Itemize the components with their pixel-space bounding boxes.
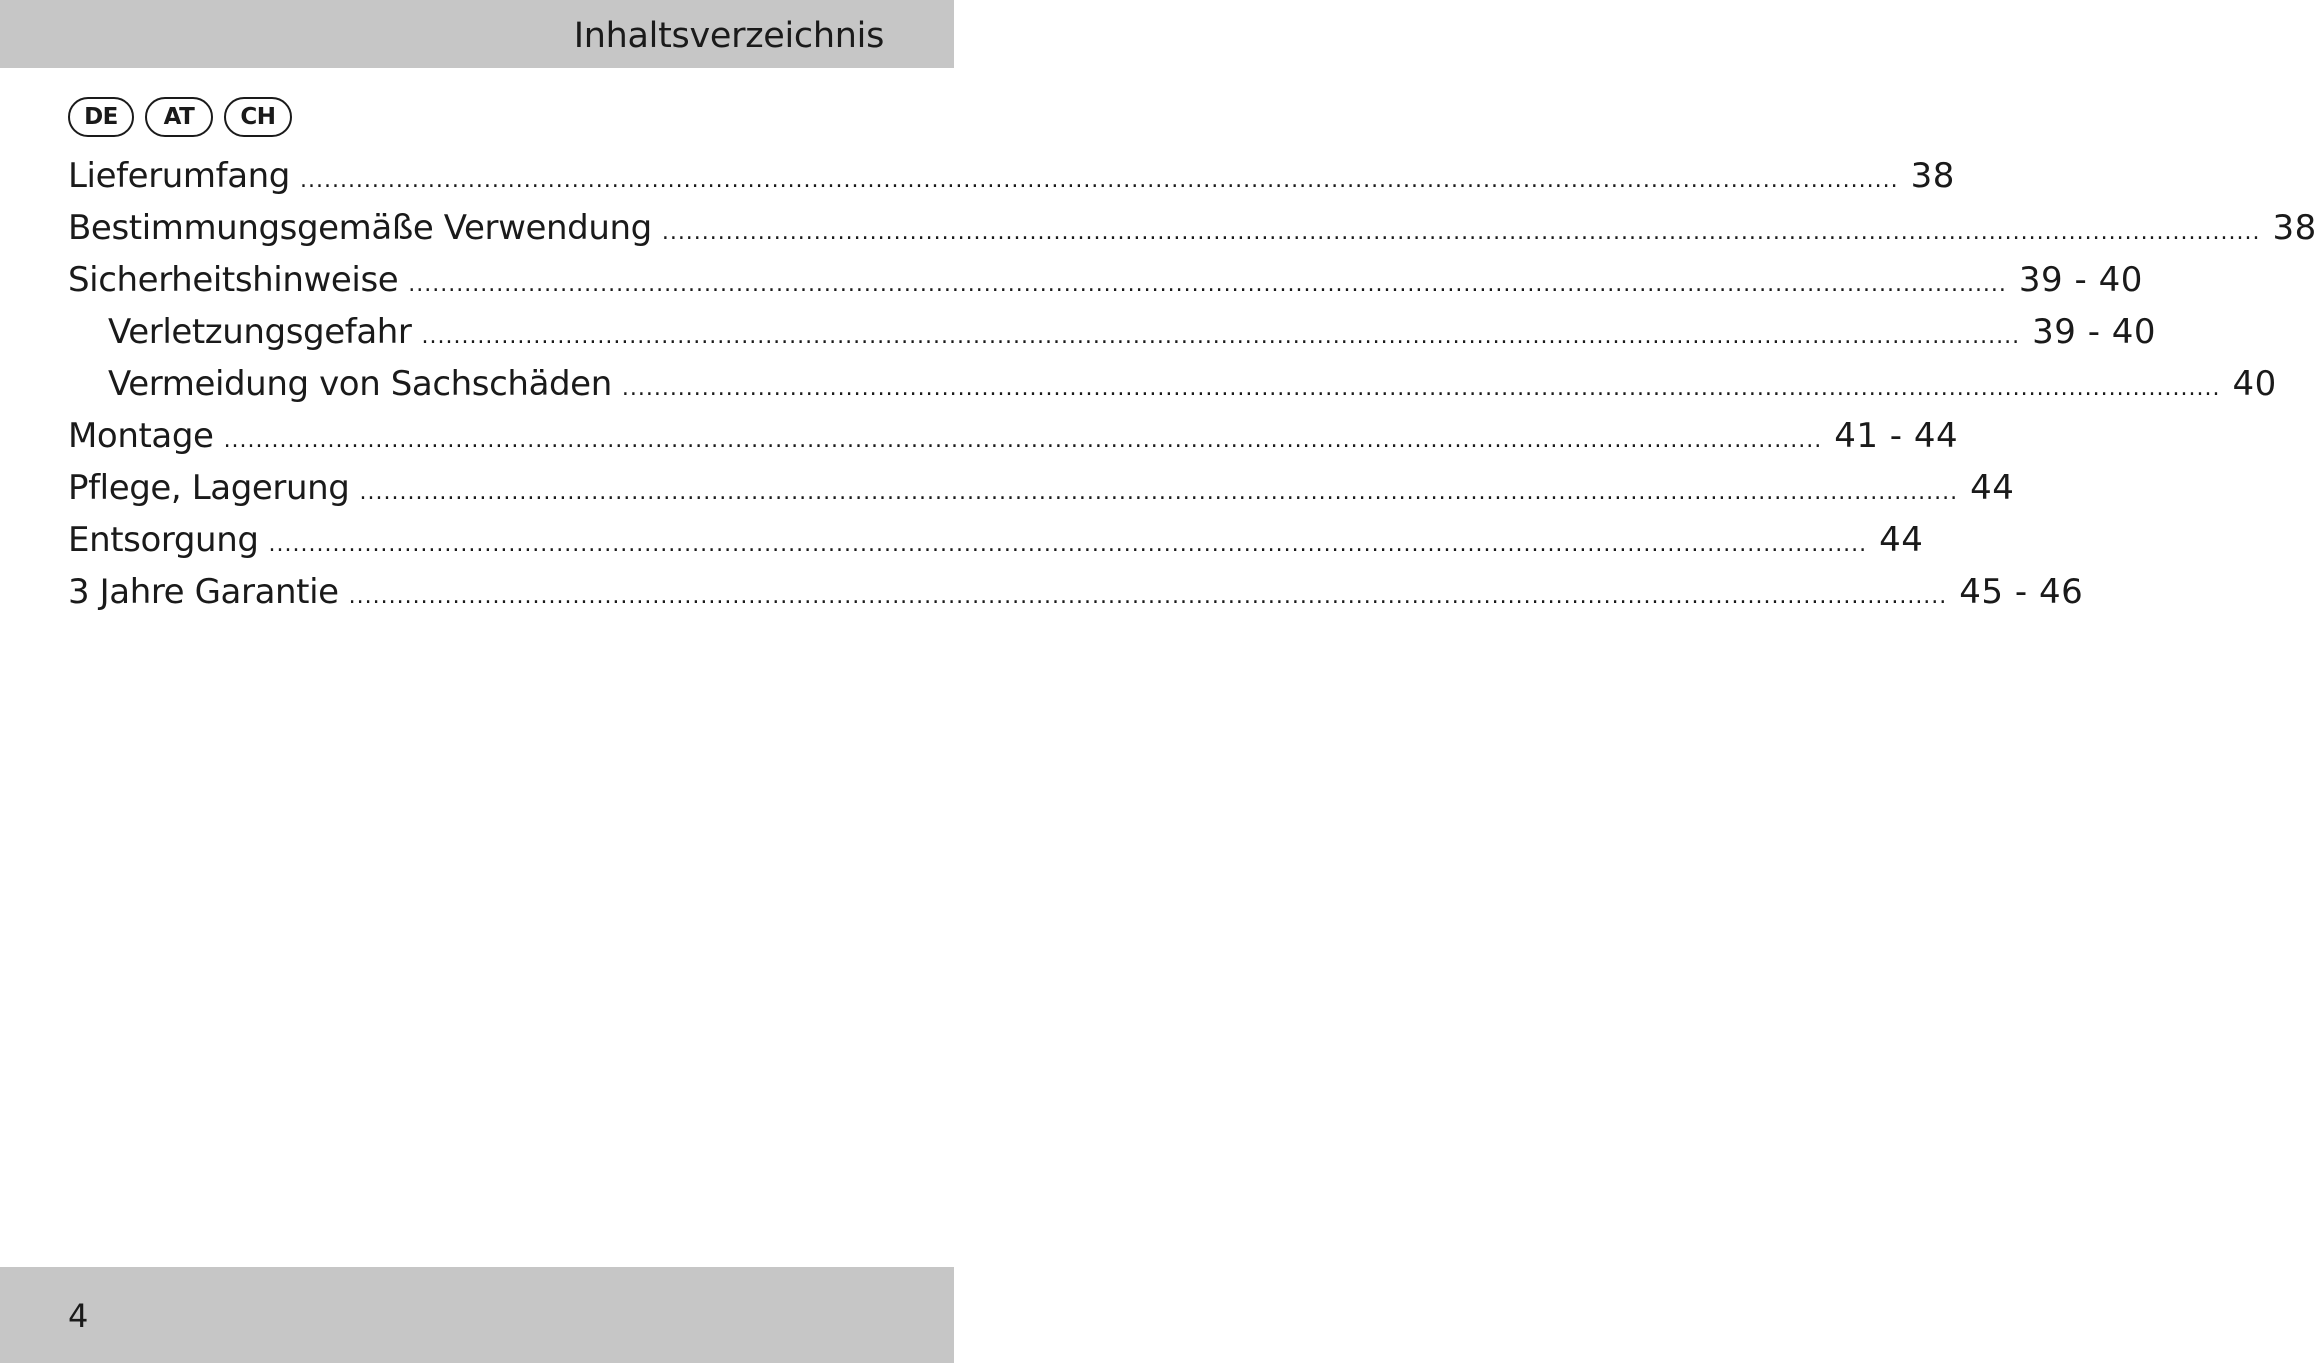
page-title: Inhaltsverzeichnis xyxy=(573,16,884,56)
toc-entry[interactable] xyxy=(68,462,2015,514)
toc-entry-page: 40 xyxy=(2232,364,2277,404)
toc-entry-label: 3 Jahre Garantie xyxy=(68,572,339,612)
header-bar xyxy=(0,0,954,68)
toc-leader-dots: ........................................................................................................................................................................................................ xyxy=(268,532,1868,557)
page-number: 4 xyxy=(68,1297,89,1335)
toc-subentry[interactable] xyxy=(68,306,2157,358)
toc-entry-page: 44 xyxy=(1970,468,2015,508)
table-of-contents xyxy=(68,150,2317,618)
toc-leader-dots: ........................................................................................................................................................................................................ xyxy=(421,324,2021,349)
toc-entry-label: Verletzungsgefahr xyxy=(108,312,412,352)
toc-entry-page: 38 xyxy=(1910,156,1955,196)
toc-leader-dots: ........................................................................................................................................................................................................ xyxy=(408,272,2007,297)
toc-leader-dots: ........................................................................................................................................................................................................ xyxy=(348,584,1948,609)
toc-entry-page: 44 xyxy=(1879,520,1924,560)
toc-leader-dots: ........................................................................................................................................................................................................ xyxy=(223,428,1823,453)
toc-entry-label: Lieferumfang xyxy=(68,156,290,196)
toc-subentry[interactable] xyxy=(68,358,2277,410)
toc-entry-page: 39 - 40 xyxy=(2018,260,2143,300)
toc-entry-label: Sicherheitshinweise xyxy=(68,260,399,300)
toc-leader-dots: ........................................................................................................................................................................................................ xyxy=(299,168,1899,193)
toc-leader-dots: ........................................................................................................................................................................................................ xyxy=(661,220,2261,245)
toc-entry[interactable] xyxy=(68,254,2143,306)
toc-entry[interactable] xyxy=(68,150,1955,202)
toc-entry-label: Bestimmungsgemäße Verwendung xyxy=(68,208,652,248)
toc-entry-label: Montage xyxy=(68,416,214,456)
country-badge-ch: CH xyxy=(224,97,292,137)
country-badge-at: AT xyxy=(145,97,213,137)
country-badges xyxy=(68,97,292,137)
toc-entry-page: 45 - 46 xyxy=(1959,572,2084,612)
toc-leader-dots: ........................................................................................................................................................................................................ xyxy=(359,480,1959,505)
toc-entry[interactable] xyxy=(68,202,2317,254)
toc-entry-page: 41 - 44 xyxy=(1834,416,1959,456)
footer-bar xyxy=(0,1267,954,1363)
toc-entry-label: Pflege, Lagerung xyxy=(68,468,350,508)
toc-entry-page: 39 - 40 xyxy=(2032,312,2157,352)
toc-entry[interactable] xyxy=(68,514,1924,566)
toc-entry-page: 38 xyxy=(2272,208,2317,248)
country-badge-de: DE xyxy=(68,97,134,137)
toc-entry-label: Vermeidung von Sachschäden xyxy=(108,364,612,404)
toc-entry-label: Entsorgung xyxy=(68,520,259,560)
toc-entry[interactable] xyxy=(68,566,2084,618)
toc-leader-dots: ........................................................................................................................................................................................................ xyxy=(621,376,2221,401)
toc-entry[interactable] xyxy=(68,410,1959,462)
